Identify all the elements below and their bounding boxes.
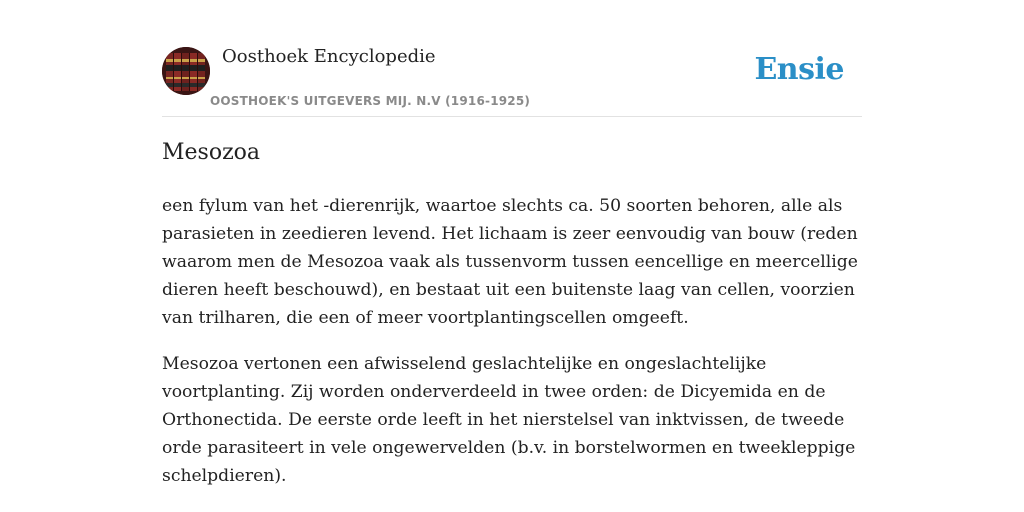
books-image xyxy=(162,47,210,95)
article-paragraph: Mesozoa vertonen een afwisselend geslachtelijke en ongeslachtelijke voortplanting. Zij worden onderverdeeld in twee orden: de Dicyemida en de Orthonectida. De eerste orde leeft in het nierstelsel van inktvissen, de tweede orde parasiteert in vele ongewervelden (b.v. in borstelwormen en tweekleppige schelpdieren). xyxy=(162,354,856,486)
source-header xyxy=(162,44,862,117)
encyclopedia-books-avatar[interactable] xyxy=(162,47,210,95)
article-body xyxy=(162,192,862,508)
ensie-logo[interactable]: Ensie xyxy=(754,52,844,87)
article-paragraph: een fylum van het -dierenrijk, waartoe slechts ca. 50 soorten behoren, alle als parasieten in zeedieren levend. Het lichaam is zeer eenvoudig van bouw (reden waarom men de Mesozoa vaak als tussenvorm tussen eencellige en meercellige dieren heeft beschouwd), en bestaat uit een buitenste laag van cellen, voorzien van trilharen, die een of meer voortplantingscellen omgeeft. xyxy=(162,196,858,328)
source-subtitle: OOSTHOEK'S UITGEVERS MIJ. N.V (1916-1925) xyxy=(210,94,531,108)
source-title[interactable]: Oosthoek Encyclopedie xyxy=(222,46,436,67)
article-title: Mesozoa xyxy=(162,140,261,165)
